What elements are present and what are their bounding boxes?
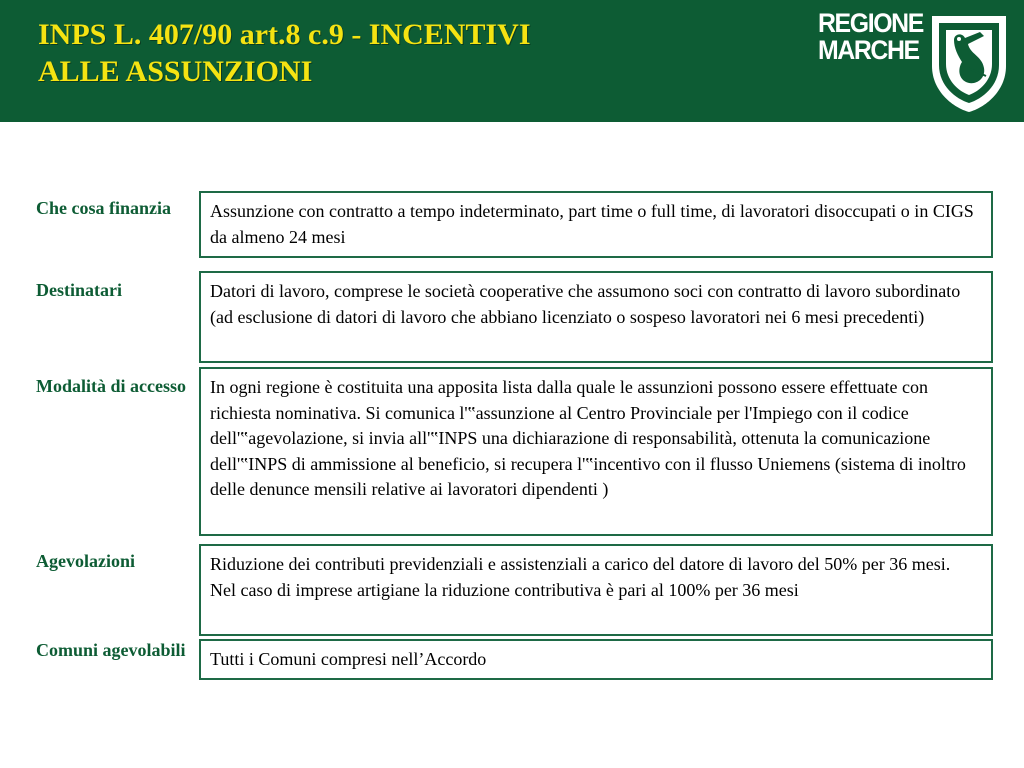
content-box-destinatari — [199, 271, 993, 363]
title-line-2: ALLE ASSUNZIONI — [38, 55, 313, 88]
content-box-agevolazioni — [199, 544, 993, 636]
content-box-modalita-di-accesso — [199, 367, 993, 536]
header-banner — [0, 0, 1024, 122]
logo-text — [818, 10, 923, 64]
title-line-1: INPS L. 407/90 art.8 c.9 - INCENTIVI — [38, 18, 531, 51]
content-text: In ogni regione è costituita una apposita lista dalla quale le assunzioni possono essere effettuate con richiesta nominativa. Si comunica l'‟assunzione al Centro Provinciale per l'Impiego con il codice dell'‟agevolazione, si invia all'‟INPS una dichiarazione di responsabilità, ottenuta la comunicazione dell'‟INPS di ammissione al beneficio, si recupera l'‟incentivo con il flusso Uniemens (sistema di inoltro delle denunce mensili relative ai lavoratori dipendenti ) — [210, 377, 966, 499]
content-text: Tutti i Comuni compresi nell’Accordo — [210, 649, 487, 669]
label-che-cosa-finanzia: Che cosa finanzia — [36, 198, 171, 218]
page-title — [38, 16, 758, 90]
label-comuni-agevolabili: Comuni agevolabili — [36, 640, 186, 660]
logo-line-2: MARCHE — [818, 35, 919, 65]
content-text: Datori di lavoro, comprese le società cooperative che assumono soci con contratto di lavoro subordinato (ad esclusione di datori di lavoro che abbiano licenziato o sospeso lavoratori nei 6 mesi precedenti) — [210, 281, 961, 327]
label-agevolazioni: Agevolazioni — [36, 551, 135, 571]
label-destinatari: Destinatari — [36, 280, 122, 300]
regione-marche-logo — [812, 10, 1012, 114]
label-modalita-di-accesso: Modalità di accesso — [36, 376, 186, 396]
content-text: Assunzione con contratto a tempo indeterminato, part time o full time, di lavoratori disoccupati o in CIGS da almeno 24 mesi — [210, 201, 974, 247]
logo-line-1: REGIONE — [818, 8, 923, 38]
content-text: Nel caso di imprese artigiane la riduzione contributiva è pari al 100% per 36 mesi — [210, 579, 799, 600]
content-box-che-cosa-finanzia — [199, 191, 993, 258]
content-box-comuni-agevolabili — [199, 639, 993, 680]
pelican-shield-icon — [924, 10, 1012, 114]
content-text: Riduzione dei contributi previdenziali e assistenziali a carico del datore di lavoro del 50% per 36 mesi. — [210, 554, 951, 574]
